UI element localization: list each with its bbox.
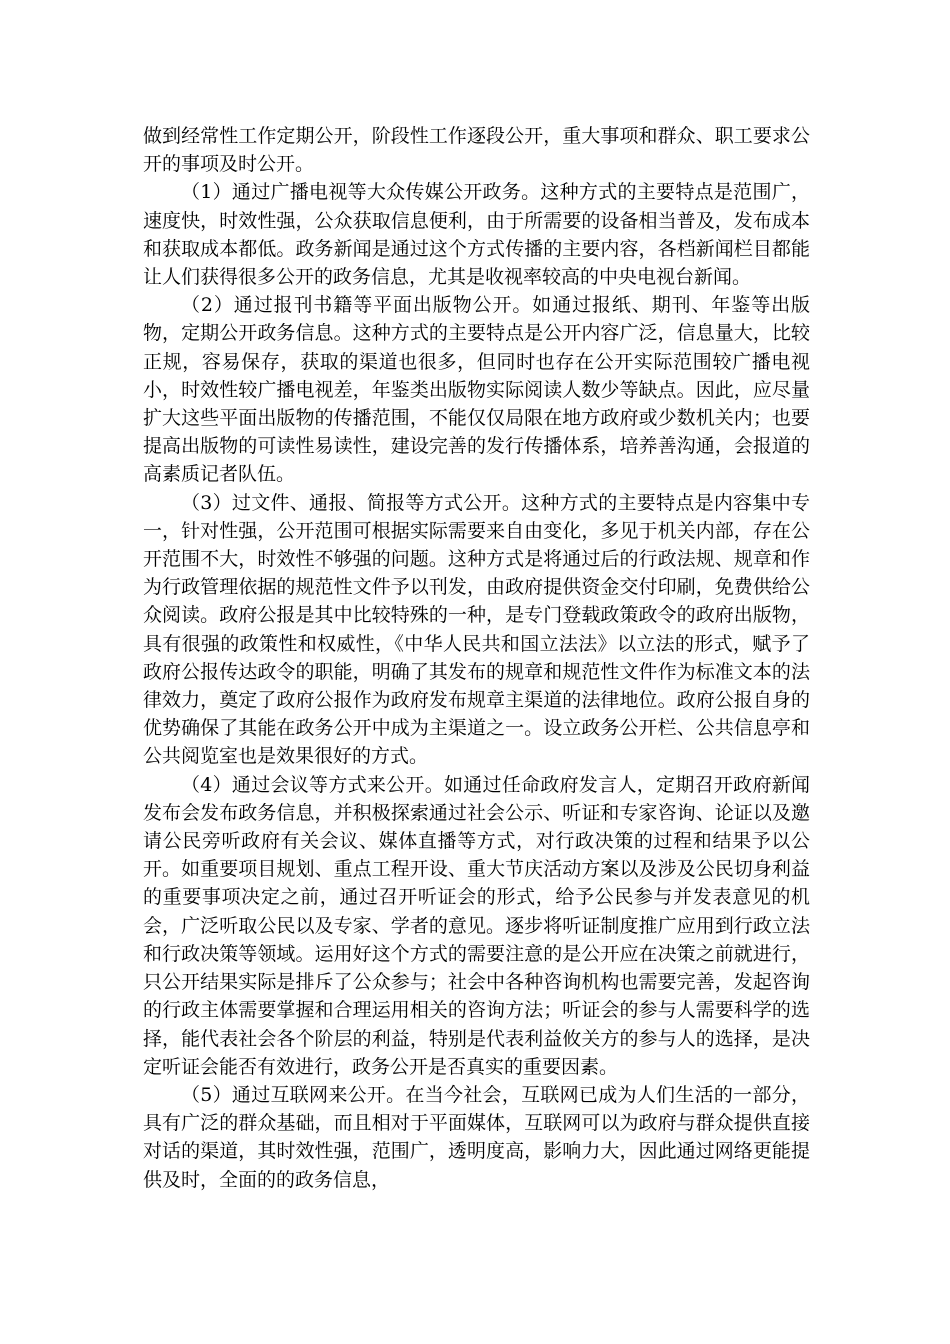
document-body — [143, 122, 810, 1194]
paragraph-broadcast: （1）通过广播电视等大众传媒公开政务。这种方式的主要特点是范围广，速度快，时效性强，公众获取信息便利，由于所需要的设备相当普及，发布成本和获取成本都低。政务新闻是通过这个方式传播的主要内容，各档新闻栏目都能让人们获得很多公开的政务信息，尤其是收视率较高的中央电视台新闻。 — [143, 181, 810, 289]
paragraph-documents: （3）过文件、通报、简报等方式公开。这种方式的主要特点是内容集中专一，针对性强，公开范围可根据实际需要来自由变化，多见于机关内部，存在公开范围不大，时效性不够强的问题。这种方式是将通过后的行政法规、规章和作为行政管理依据的规范性文件予以刊发，由政府提供资金交付印刷，免费供给公众阅读。政府公报是其中比较特殊的一种，是专门登载政策政令的政府出版物，具有很强的政策性和权威性，《中华人民共和国立法法》以立法的形式，赋予了政府公报传达政令的职能，明确了其发布的规章和规范性文件作为标准文本的法律效力，奠定了政府公报作为政府发布规章主渠道的法律地位。政府公报自身的优势确保了其能在政务公开中成为主渠道之一。设立政务公开栏、公共信息亭和公共阅览室也是效果很好的方式。 — [143, 491, 810, 768]
paragraph-intro: 做到经常性工作定期公开，阶段性工作逐段公开，重大事项和群众、职工要求公开的事项及时公开。 — [143, 125, 810, 176]
paragraph-meetings: （4）通过会议等方式来公开。如通过任命政府发言人，定期召开政府新闻发布会发布政务信息，并积极探索通过社会公示、听证和专家咨询、论证以及邀请公民旁听政府有关会议、媒体直播等方式，对行政决策的过程和结果予以公开。如重要项目规划、重点工程开设、重大节庆活动方案以及涉及公民切身利益的重要事项决定之前，通过召开听证会的形式，给予公民参与并发表意见的机会，广泛听取公民以及专家、学者的意见。逐步将听证制度推广应用到行政立法和行政决策等领域。运用好这个方式的需要注意的是公开应在决策之前就进行，只公开结果实际是排斥了公众参与；社会中各种咨询机构也需要完善，发起咨询的行政主体需要掌握和合理运用相关的咨询方法；听证会的参与人需要科学的选择，能代表社会各个阶层的利益，特别是代表利益攸关方的参与人的选择，是决定听证会能否有效进行，政务公开是否真实的重要因素。 — [143, 773, 810, 1078]
paragraph-internet: （5）通过互联网来公开。在当今社会，互联网已成为人们生活的一部分，具有广泛的群众基础，而且相对于平面媒体，互联网可以为政府与群众提供直接对话的渠道，其时效性强，范围广，透明度高，影响力大，因此通过网络更能提供及时，全面的的政务信息， — [143, 1083, 810, 1191]
paragraph-print: （2）通过报刊书籍等平面出版物公开。如通过报纸、期刊、年鉴等出版物，定期公开政务信息。这种方式的主要特点是公开内容广泛，信息量大，比较正规，容易保存，获取的渠道也很多，但同时也存在公开实际范围较广播电视小，时效性较广播电视差，年鉴类出版物实际阅读人数少等缺点。因此，应尽量扩大这些平面出版物的传播范围，不能仅仅局限在地方政府或少数机关内；也要提高出版物的可读性易读性，建设完善的发行传播体系，培养善沟通，会报道的高素质记者队伍。 — [143, 294, 810, 486]
